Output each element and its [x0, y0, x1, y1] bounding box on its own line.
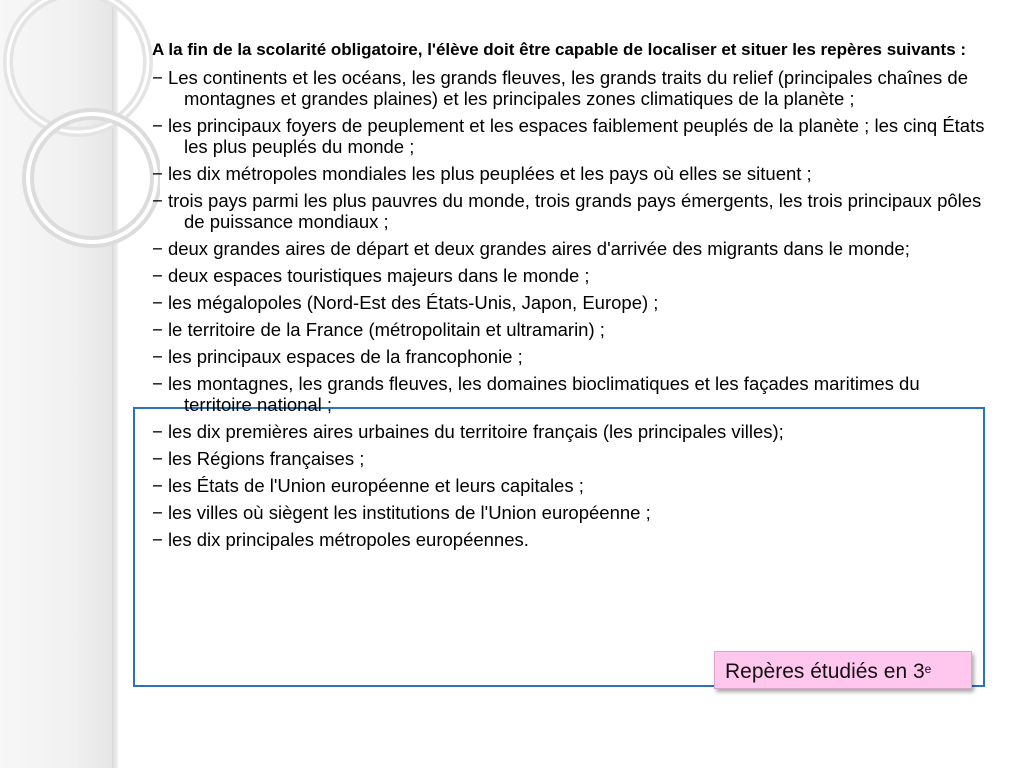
list-item: − les mégalopoles (Nord-Est des États-Unis, Japon, Europe) ; — [152, 292, 659, 313]
list-item: − les villes où siègent les institutions de l'Union européenne ; — [152, 502, 651, 523]
intro-paragraph: A la fin de la scolarité obligatoire, l'élève doit être capable de localiser et situer les repères suivants : — [152, 40, 967, 59]
list-item: − les Régions françaises ; — [152, 448, 365, 469]
label-text — [725, 658, 965, 685]
list-item: − trois pays parmi les plus pauvres du monde, trois grands pays émergents, les trois principaux pôles de puissance mondiaux ; — [152, 190, 982, 232]
list-item: − deux grandes aires de départ et deux grandes aires d'arrivée des migrants dans le monde; — [152, 238, 910, 259]
list-item: − les principaux espaces de la francophonie ; — [152, 346, 523, 367]
list-item: − les dix métropoles mondiales les plus peuplées et les pays où elles se situent ; — [152, 163, 812, 184]
list-item: − les dix premières aires urbaines du territoire français (les principales villes); — [152, 421, 784, 442]
list-item: − deux espaces touristiques majeurs dans le monde ; — [152, 265, 590, 286]
list-item: − les dix principales métropoles européennes. — [152, 529, 529, 550]
list-item: − les principaux foyers de peuplement et les espaces faiblement peuplés de la planète ; les cinq États les plus peuplés du monde ; — [152, 115, 985, 157]
rings-graphic — [0, 0, 160, 280]
list-item: − Les continents et les océans, les grands fleuves, les grands traits du relief (principales chaînes de montagnes et grandes plaines) et les principales zones climatiques de la planète ; — [152, 67, 968, 109]
label-superscript: e — [924, 662, 932, 676]
list-item: − les montagnes, les grands fleuves, les domaines bioclimatiques et les façades maritimes du territoire national ; — [152, 373, 920, 415]
content-text — [152, 40, 992, 556]
label-main-text: Repères étudiés en 3 — [725, 660, 925, 683]
list-item: − les États de l'Union européenne et leurs capitales ; — [152, 475, 584, 496]
list-item: − le territoire de la France (métropolitain et ultramarin) ; — [152, 319, 605, 340]
